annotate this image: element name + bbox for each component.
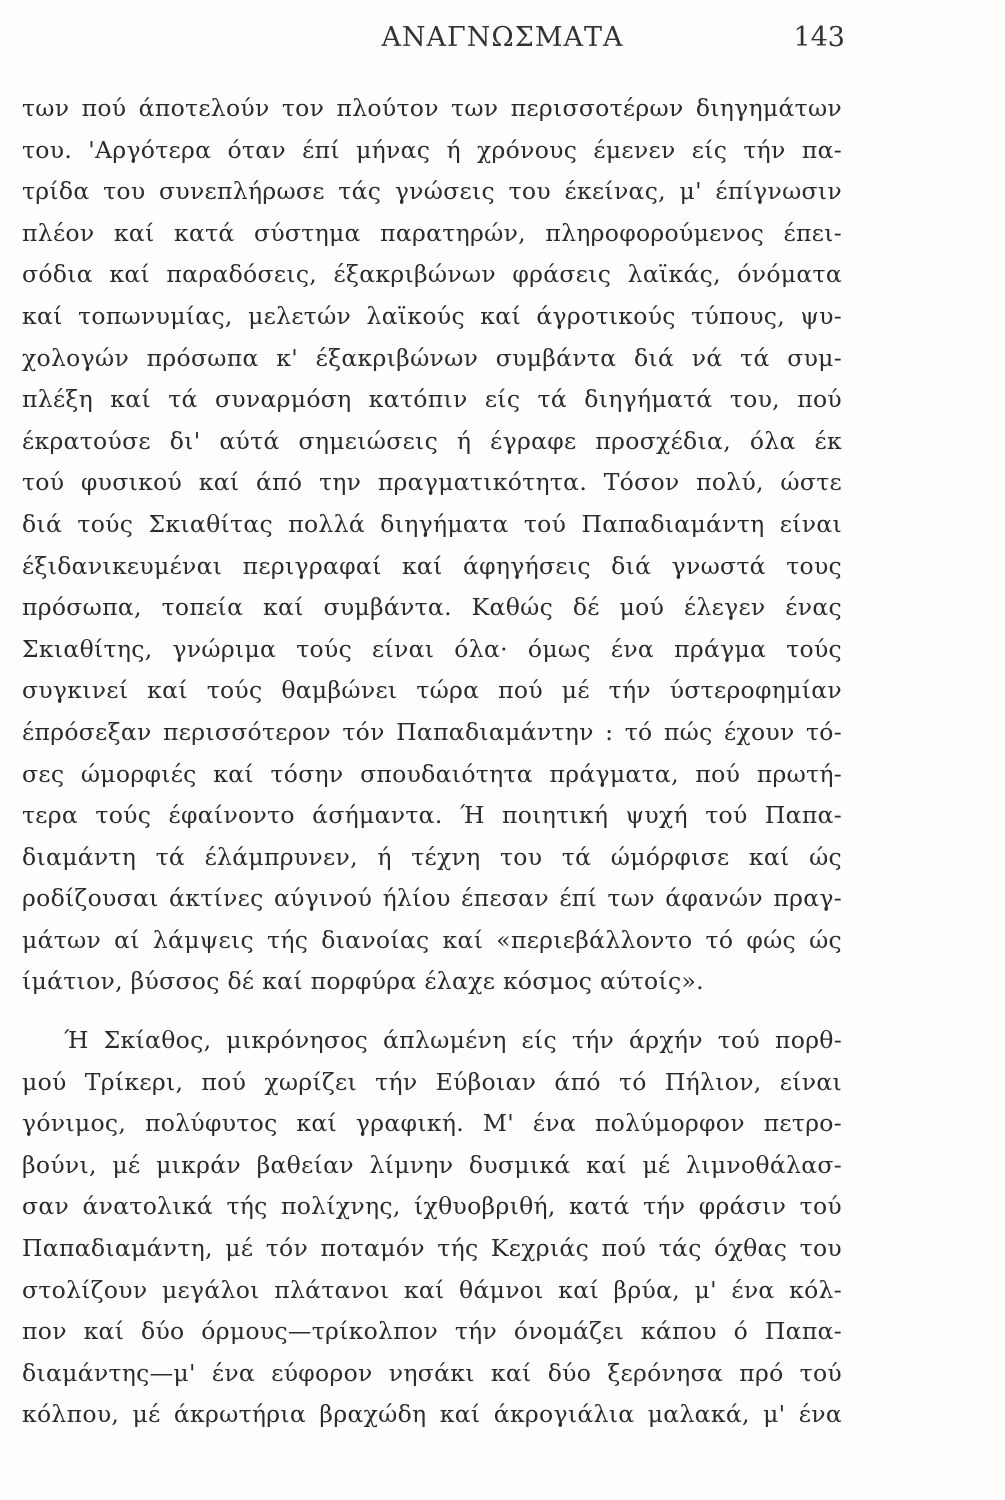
- text-line: πρόσωπα, τοπεία καί συμβάντα. Καθώς δέ μού έλεγεν ένας: [22, 593, 842, 622]
- text-line: των πού άποτελούν τον πλούτον των περισσοτέρων διηγημάτων: [22, 94, 842, 122]
- text-line: στολίζουν μεγάλοι πλάτανοι καί θάμνοι καί βρύα, μ' ένα κόλ-: [22, 1275, 842, 1304]
- paragraph-2: [22, 1020, 842, 1436]
- text-line: τερα τούς έφαίνοντο άσήμαντα. Ή ποιητική ψυχή τού Παπα-: [22, 801, 842, 830]
- text-line: έκρατούσε δι' αύτά σημειώσεις ή έγραφε προσχέδια, όλα έκ: [22, 426, 842, 455]
- text-line: καί τοπωνυμίας, μελετών λαϊκούς καί άγροτικούς τύπους, ψυ-: [22, 301, 842, 330]
- text-line: γόνιμος, πολύφυτος καί γραφική. Μ' ένα πολύμορφον πετρο-: [22, 1109, 842, 1138]
- text-line: πλέον καί κατά σύστημα παρατηρών, πληροφορούμενος έπει-: [22, 218, 842, 247]
- text-line: κόλπου, μέ άκρωτήρια βραχώδη καί άκρογιάλια μαλακά, μ' ένα: [22, 1400, 842, 1429]
- paragraph-1: [22, 88, 842, 1003]
- text-line: σόδια καί παραδόσεις, έξακριβώνων φράσεις λαϊκάς, όνόματα: [22, 260, 842, 289]
- text-line: τρίδα του συνεπλήρωσε τάς γνώσεις του έκείνας, μ' έπίγνωσιν: [22, 177, 842, 206]
- running-head: [0, 22, 1005, 62]
- text-line: μάτων αί λάμψεις τής διανοίας καί «περιεβάλλοντο τό φώς ώς: [22, 925, 842, 954]
- text-line: μού Τρίκερι, πού χωρίζει τήν Εύβοιαν άπό τό Πήλιον, είναι: [22, 1067, 842, 1096]
- text-line: σες ώμορφιές καί τόσην σπουδαιότητα πράγματα, πού πρωτή-: [22, 759, 842, 788]
- text-line: πλέξη καί τά συναρμόση κατόπιν είς τά διηγήματά του, πού: [22, 385, 842, 414]
- text-line: χολογών πρόσωπα κ' έξακριβώνων συμβάντα διά νά τά συμ-: [22, 343, 842, 372]
- text-line: βούνι, μέ μικράν βαθείαν λίμνην δυσμικά καί μέ λιμνοθάλασ-: [22, 1150, 842, 1179]
- text-line: διαμάντη τά έλάμπρυνεν, ή τέχνη του τά ώμόρφισε καί ώς: [22, 842, 842, 871]
- text-line: Ή Σκίαθος, μικρόνησος άπλωμένη είς τήν άρχήν τού πορθ-: [64, 1026, 842, 1054]
- text-line: ροδίζουσαι άκτίνες αύγινού ήλίου έπεσαν έπί των άφανών πραγ-: [22, 884, 842, 913]
- text-line: διά τούς Σκιαθίτας πολλά διηγήματα τού Παπαδιαμάντη είναι: [22, 509, 842, 538]
- text-line: Παπαδιαμάντη, μέ τόν ποταμόν τής Κεχριάς πού τάς όχθας του: [22, 1233, 842, 1262]
- text-line: Σκιαθίτης, γνώριμα τούς είναι όλα· όμως ένα πράγμα τούς: [22, 634, 842, 663]
- text-line: τού φυσικού καί άπό την πραγματικότητα. Τόσον πολύ, ώστε: [22, 468, 842, 497]
- text-line: σαν άνατολικά τής πολίχνης, ίχθυοβριθή, κατά τήν φράσιν τού: [22, 1192, 842, 1221]
- text-line: συγκινεί καί τούς θαμβώνει τώρα πού μέ τήν ύστεροφημίαν: [22, 676, 842, 705]
- running-title: ΑΝΑΓΝΩΣΜΑΤΑ: [381, 22, 624, 53]
- text-line: του. 'Αργότερα όταν έπί μήνας ή χρόνους έμενεν είς τήν πα-: [22, 135, 842, 164]
- text-line: έπρόσεξαν περισσότερον τόν Παπαδιαμάντην : τό πώς έχουν τό-: [22, 717, 842, 746]
- page-number: 143: [793, 22, 845, 53]
- text-line: διαμάντης—μ' ένα εύφορον νησάκι καί δύο ξερόνησα πρό τού: [22, 1358, 842, 1387]
- text-line: πον καί δύο όρμους—τρίκολπον τήν όνομάζει κάπου ό Παπα-: [22, 1317, 842, 1346]
- text-line: ίμάτιον, βύσσος δέ καί πορφύρα έλαχε κόσμος αύτοίς».: [22, 967, 704, 996]
- text-line: έξιδανικευμέναι περιγραφαί καί άφηγήσεις διά γνωστά τους: [22, 551, 842, 580]
